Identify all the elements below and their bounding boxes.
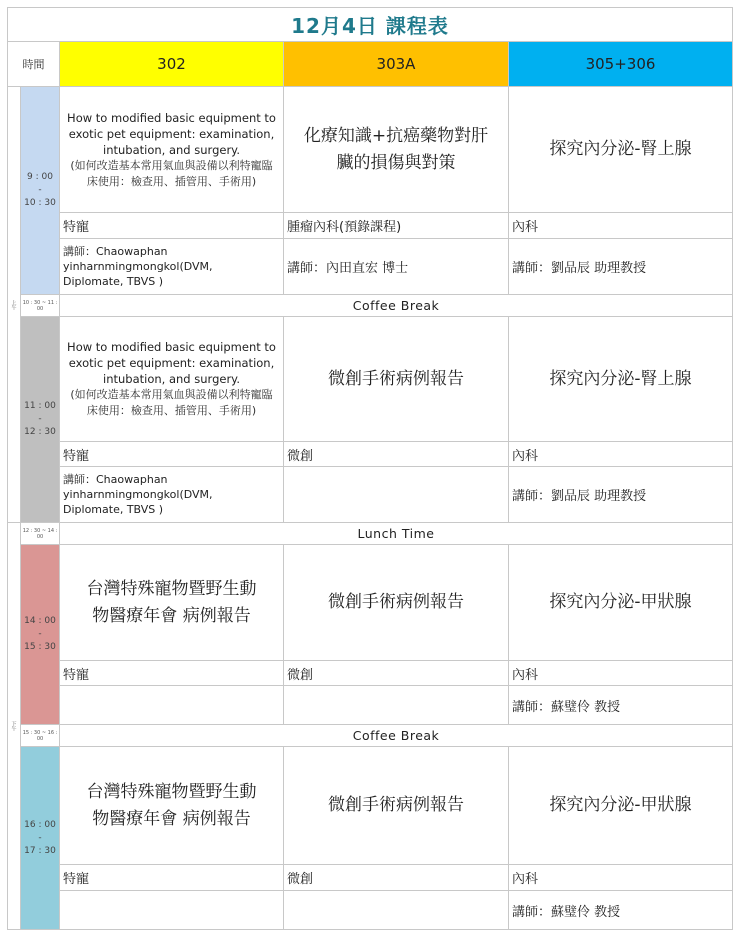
slot2-time xyxy=(20,316,60,523)
slot2-302-title-zh-2: 床使用：檢查用、插管用、手術用) xyxy=(86,404,257,417)
slot2-time-end: 12 : 30 xyxy=(24,427,56,437)
slot2-305-category: 內科 xyxy=(508,441,733,467)
slot1-305-instructor: 講師：劉品辰 助理教授 xyxy=(508,238,733,295)
slot4-303a-title: 微創手術病例報告 xyxy=(283,746,509,865)
slot1-302-title-zh-1: (如何改造基本常用氣血與設備以利特寵臨 xyxy=(70,158,273,172)
slot2-302-instructor xyxy=(59,466,284,523)
slot2-time-start: 11 : 00 xyxy=(24,401,56,411)
slot1-302-title-en-1: How to modified basic equipment to xyxy=(67,110,276,125)
coffee-break-1-time: 10 : 30 ~ 11 : 00 xyxy=(20,294,60,317)
slot1-305-title: 探究內分泌-腎上腺 xyxy=(508,86,733,213)
slot1-303a-category: 腫瘤內科(預錄課程) xyxy=(283,212,509,239)
slot1-time-end: 10 : 30 xyxy=(24,198,56,208)
slot2-time-dash: - xyxy=(38,414,42,424)
lunch-label: Lunch Time xyxy=(59,522,733,545)
slot1-303a-title-1: 化療知識+抗癌藥物對肝 xyxy=(303,125,489,146)
period-am-label: 上午 xyxy=(10,299,17,310)
coffee-break-1-label: Coffee Break xyxy=(59,294,733,317)
schedule-title: 12月4日 課程表 xyxy=(7,7,733,42)
slot3-time-end: 15 : 30 xyxy=(24,642,56,652)
slot1-302-instructor-3: Diplomate, TBVS ) xyxy=(63,275,164,288)
slot1-302-title-en-3: intubation, and surgery. xyxy=(103,142,240,157)
slot4-time-dash: - xyxy=(38,832,42,843)
slot4-302-instructor-empty xyxy=(59,890,284,930)
slot4-305-instructor: 講師：蘇璧伶 教授 xyxy=(508,890,733,930)
slot2-302-instructor-1: 講師：Chaowaphan xyxy=(63,473,168,486)
slot3-302-title-2: 物醫療年會 病例報告 xyxy=(92,605,251,626)
slot3-303a-category: 微創 xyxy=(283,660,509,686)
slot2-303a-category: 微創 xyxy=(283,441,509,467)
slot3-time-dash: - xyxy=(38,629,42,639)
time-column-header: 時間 xyxy=(7,41,60,87)
coffee-break-2-label: Coffee Break xyxy=(59,724,733,747)
slot4-time-end: 17 : 30 xyxy=(24,845,56,856)
slot2-302-title-en-3: intubation, and surgery. xyxy=(103,372,240,386)
slot1-303a-title xyxy=(283,86,509,213)
slot3-303a-title: 微創手術病例報告 xyxy=(283,544,509,661)
slot3-time xyxy=(20,544,60,725)
slot2-305-instructor: 講師：劉品辰 助理教授 xyxy=(508,466,733,523)
slot1-302-title xyxy=(59,86,284,213)
slot2-303a-instructor-empty xyxy=(283,466,509,523)
slot3-302-category: 特寵 xyxy=(59,660,284,686)
slot2-302-instructor-3: Diplomate, TBVS ) xyxy=(63,503,164,516)
slot3-time-start: 14 : 00 xyxy=(24,616,56,626)
slot1-302-instructor-2: yinharnmingmongkol(DVM, xyxy=(63,260,213,273)
slot3-303a-instructor-empty xyxy=(283,685,509,725)
slot1-time-start: 9 : 00 xyxy=(27,172,53,182)
slot1-302-instructor-1: 講師：Chaowaphan xyxy=(63,245,168,258)
slot2-303a-title: 微創手術病例報告 xyxy=(283,316,509,442)
period-pm-label: 下午 xyxy=(10,721,17,731)
lunch-time: 12 : 30 ~ 14 : 00 xyxy=(20,522,60,545)
slot2-302-title-en-2: exotic pet equipment: examination, xyxy=(68,356,275,370)
slot3-305-instructor: 講師：蘇璧伶 教授 xyxy=(508,685,733,725)
slot1-302-title-zh-2: 床使用：檢查用、插管用、手術用) xyxy=(86,174,257,188)
slot4-time xyxy=(20,746,60,930)
slot1-time xyxy=(20,86,60,295)
slot4-302-title-1: 台灣特殊寵物暨野生動 xyxy=(86,781,257,802)
slot1-303a-title-2: 臟的損傷與對策 xyxy=(336,152,456,173)
slot2-302-category: 特寵 xyxy=(59,441,284,467)
slot4-time-start: 16 : 00 xyxy=(24,819,56,830)
period-pm xyxy=(7,522,21,930)
room-303a-header: 303A xyxy=(283,41,509,87)
slot3-302-title-1: 台灣特殊寵物暨野生動 xyxy=(86,578,257,599)
slot4-305-title: 探究內分泌-甲狀腺 xyxy=(508,746,733,865)
slot1-303a-instructor: 講師：內田直宏 博士 xyxy=(283,238,509,295)
slot4-302-title xyxy=(59,746,284,865)
slot4-305-category: 內科 xyxy=(508,864,733,891)
slot3-302-instructor-empty xyxy=(59,685,284,725)
slot4-303a-instructor-empty xyxy=(283,890,509,930)
slot3-302-title xyxy=(59,544,284,661)
period-am xyxy=(7,86,21,523)
slot3-305-title: 探究內分泌-甲狀腺 xyxy=(508,544,733,661)
slot2-302-title-en-1: How to modified basic equipment to xyxy=(67,340,276,354)
slot4-303a-category: 微創 xyxy=(283,864,509,891)
slot1-302-category: 特寵 xyxy=(59,212,284,239)
slot4-302-title-2: 物醫療年會 病例報告 xyxy=(92,808,251,829)
slot1-302-instructor xyxy=(59,238,284,295)
coffee-break-2-time: 15 : 30 ~ 16 : 00 xyxy=(20,724,60,747)
slot2-305-title: 探究內分泌-腎上腺 xyxy=(508,316,733,442)
room-305-306-header: 305+306 xyxy=(508,41,733,87)
slot2-302-title-zh-1: (如何改造基本常用氣血與設備以利特寵臨 xyxy=(70,388,273,401)
slot1-time-dash: - xyxy=(38,185,42,195)
slot4-302-category: 特寵 xyxy=(59,864,284,891)
slot2-302-instructor-2: yinharnmingmongkol(DVM, xyxy=(63,488,213,501)
slot1-305-category: 內科 xyxy=(508,212,733,239)
slot3-305-category: 內科 xyxy=(508,660,733,686)
room-302-header: 302 xyxy=(59,41,284,87)
slot2-302-title xyxy=(59,316,284,442)
slot1-302-title-en-2: exotic pet equipment: examination, xyxy=(68,126,275,141)
